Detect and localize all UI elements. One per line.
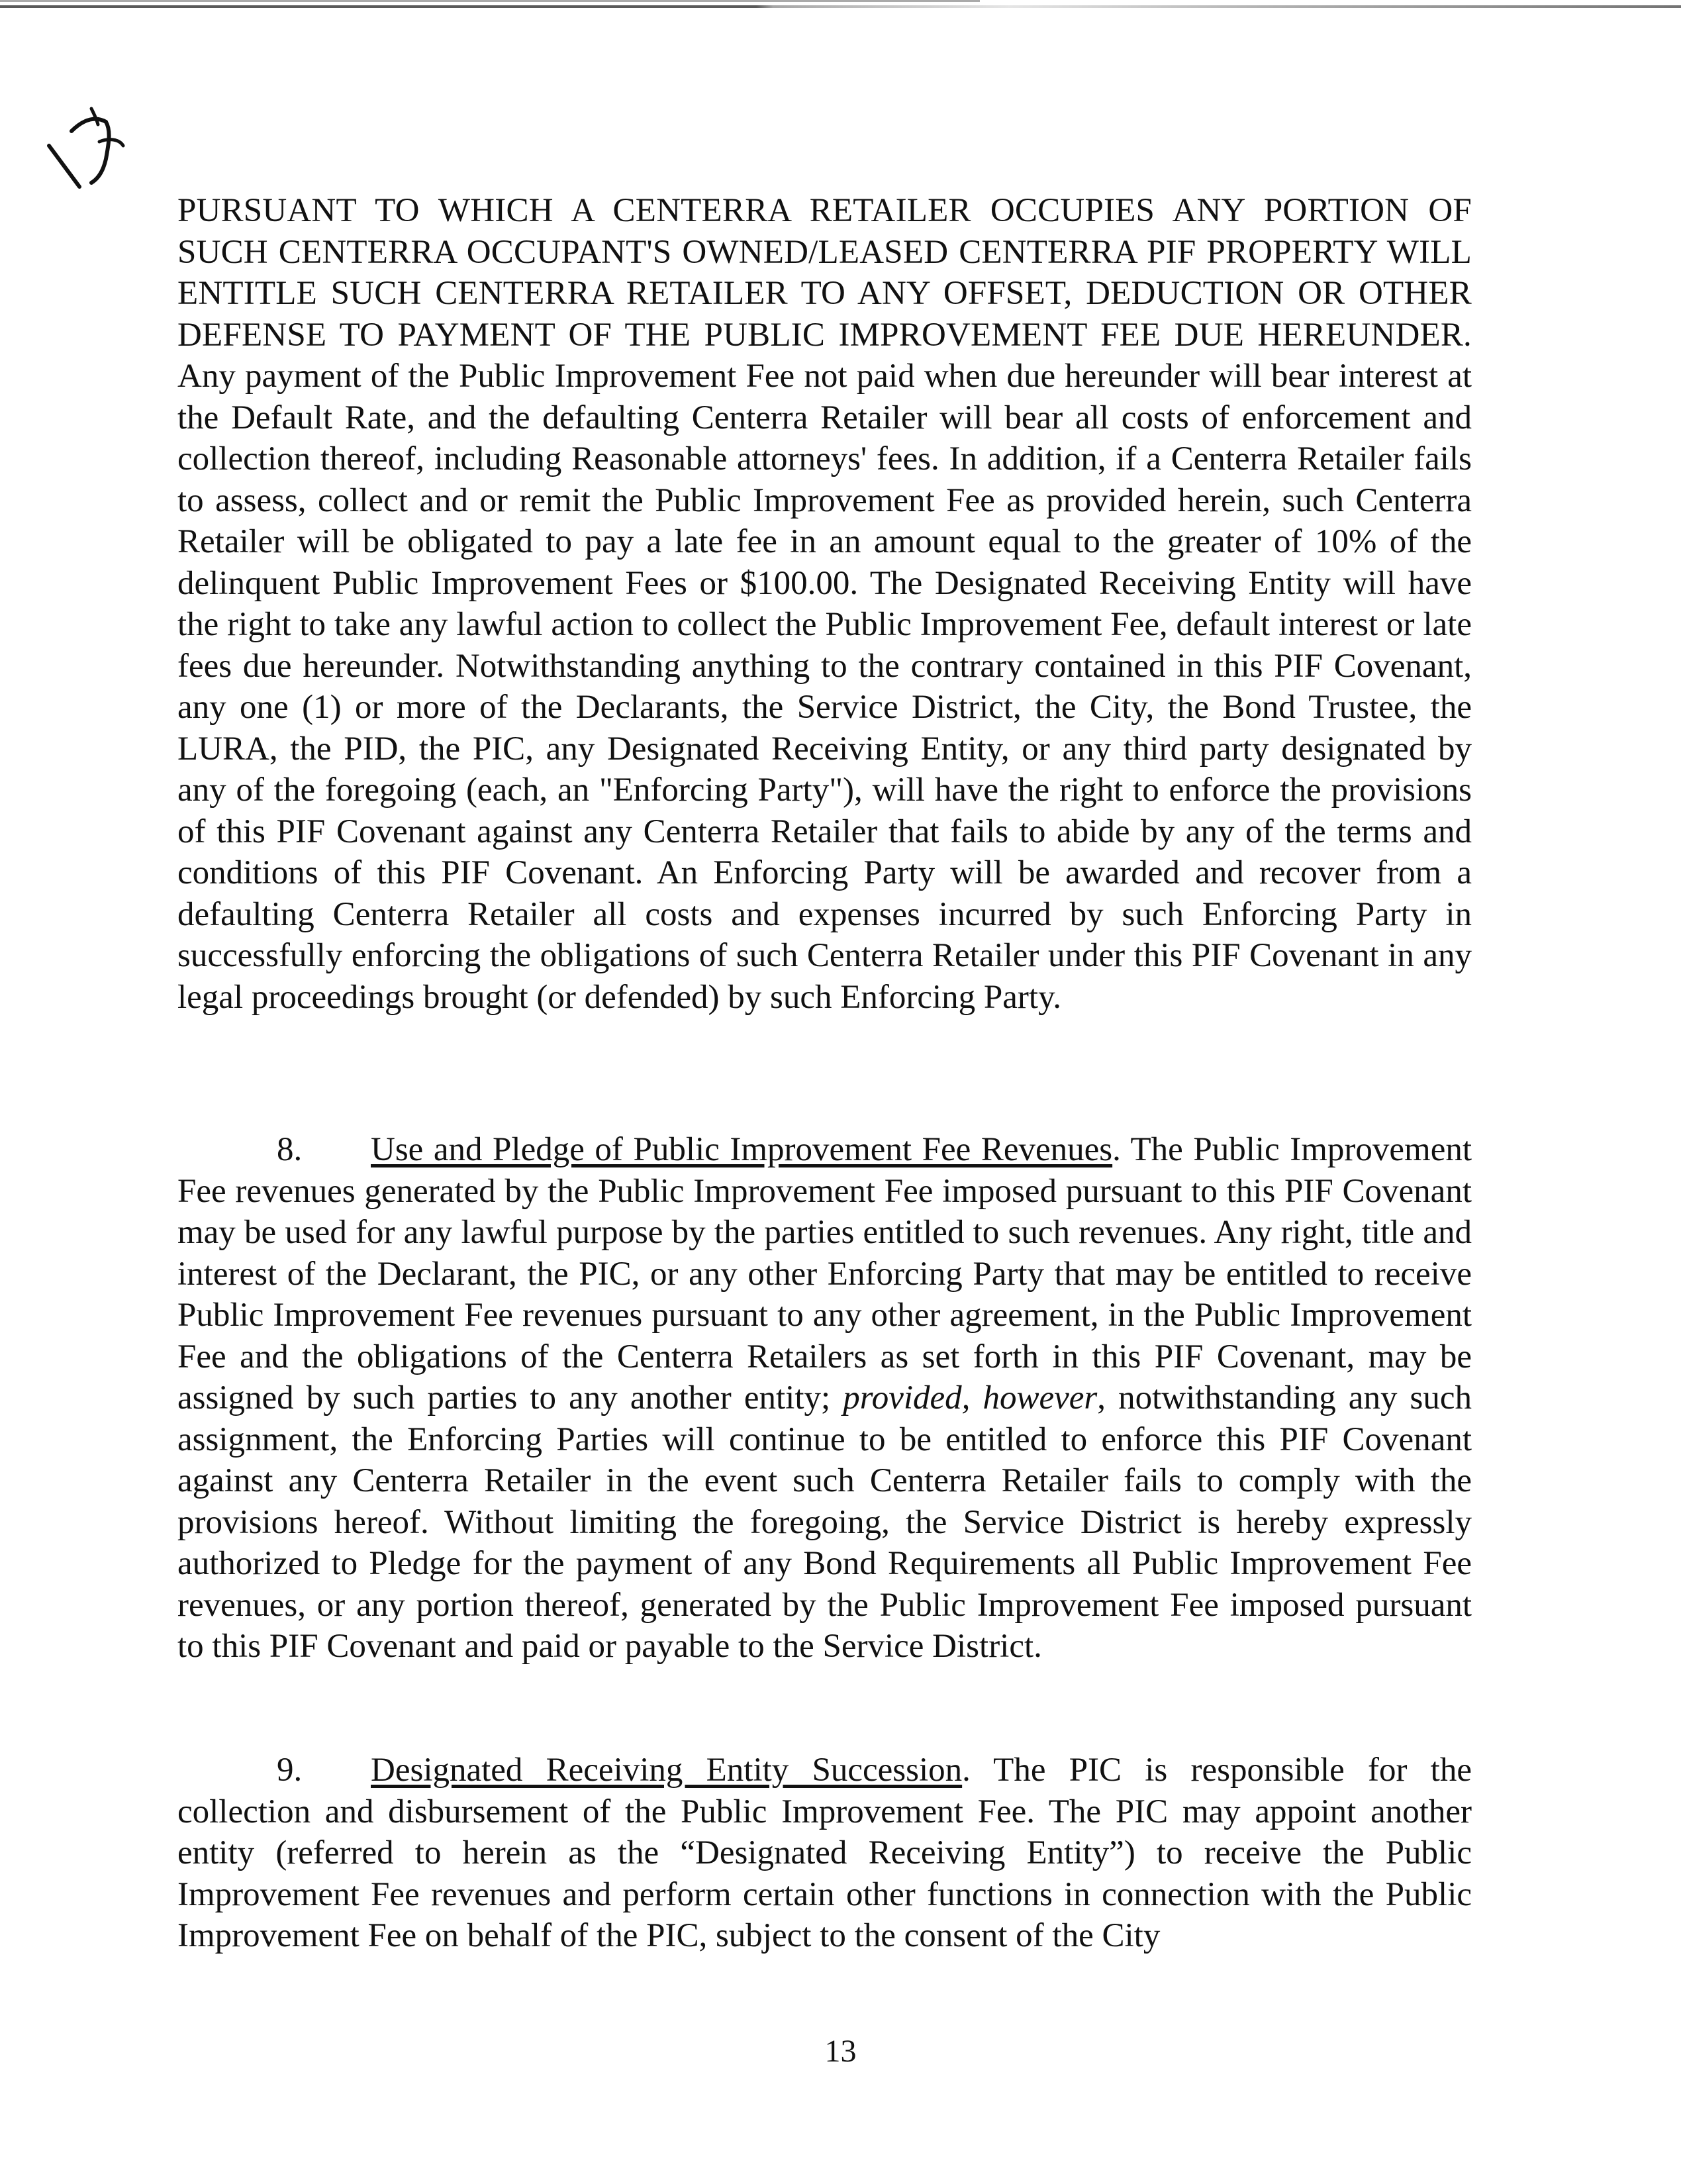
section-8-italic: provided, however xyxy=(843,1379,1098,1416)
scan-edge xyxy=(0,5,1681,8)
scan-edge-top xyxy=(0,0,980,2)
section-9-text xyxy=(177,1750,1472,1957)
section-8-body-end: , notwithstanding any such assignment, the Enforcing Parties will continue to be entitled to enforce this PIF Covenant against any Centerra Retailer in the event such Centerra Retailer fails to comply with the provisions hereof. Without limiting the foregoing, the Service District is hereby expressly authorized to Pledge for the payment of any Bond Requirements all Public Improvement Fee revenues, or any portion thereof, generated by the Public Improvement Fee imposed pursuant to this PIF Covenant and paid or payable to the Service District. xyxy=(177,1379,1472,1665)
section-9-body: The PIC is responsible for the collection and disbursement of the Public Improvement Fee. The PIC may appoint another entity (referred to herein as the “Designated Receiving Entity”) to receive the Public Improvement Fee revenues and perform certain other functions in connection with the Public Improvement Fee on behalf of the PIC, subject to the consent of the City xyxy=(177,1752,1472,1954)
section-8-text xyxy=(177,1129,1472,1667)
section-9 xyxy=(177,1750,1472,1957)
section-8-body-start: The Public Improvement Fee revenues generated by the Public Improvement Fee imposed pursuant to this PIF Covenant may be used for any lawful purpose by the parties entitled to such revenues. Any right, title and interest of the Declarant, the PIC, or any other Enforcing Party that may be entitled to receive Public Improvement Fee revenues pursuant to any other agreement, in the Public Improvement Fee and the obligations of the Centerra Retailers as set forth in this PIF Covenant, may be assigned by such parties to any another entity; xyxy=(177,1131,1472,1416)
section-8-heading-end: . xyxy=(1112,1131,1121,1168)
paragraph-body: Any payment of the Public Improvement Fee not paid when due hereunder will bear interest at the Default Rate, and the defaulting Centerra Retailer will bear all costs of enforcement and collection thereof, including Reasonable attorneys' fees. In addition, if a Centerra Retailer fails to assess, collect and or remit the Public Improvement Fee as provided herein, such Centerra Retailer will be obligated to pay a late fee in an amount equal to the greater of 10% of the delinquent Public Improvement Fees or $100.00. The Designated Receiving Entity will have the right to take any lawful action to collect the Public Improvement Fee, default interest or late fees due hereunder. Notwithstanding anything to the contrary contained in this PIF Covenant, any one (1) or more of the Declarants, the Service District, the City, the Bond Trustee, the LURA, the PID, the PIC, any Designated Receiving Entity, or any third party designated by any of the foregoing (each, an "Enforcing Party"), will have the right to enforce the provisions of this PIF Covenant against any Centerra Retailer that fails to abide by any of the terms and conditions of this PIF Covenant. An Enforcing Party will be awarded and recover from a defaulting Centerra Retailer all costs and expenses incurred by such Enforcing Party in successfully enforcing the obligations of such Centerra Retailer under this PIF Covenant in any legal proceedings brought (or defended) by such Enforcing Party. xyxy=(177,358,1472,1016)
capitalized-clause: PURSUANT TO WHICH A CENTERRA RETAILER OCCUPIES ANY PORTION OF SUCH CENTERRA OCCUPANT'S OWNED/LEASED CENTERRA PIF PROPERTY WILL ENTITLE SUCH CENTERRA RETAILER TO ANY OFFSET, DEDUCTION OR OTHER DEFENSE TO PAYMENT OF THE PUBLIC IMPROVEMENT FEE DUE HEREUNDER. xyxy=(177,192,1472,354)
section-9-heading-end: . xyxy=(962,1752,971,1789)
section-8 xyxy=(177,1129,1472,1667)
section-9-heading: Designated Receiving Entity Succession xyxy=(371,1752,963,1789)
section-9-number: 9. xyxy=(277,1752,303,1789)
handwritten-mark xyxy=(45,105,164,191)
section-8-number: 8. xyxy=(277,1131,303,1168)
page-number: 13 xyxy=(824,2034,857,2069)
section-8-heading: Use and Pledge of Public Improvement Fee Revenues xyxy=(371,1131,1113,1168)
paragraph-continuation xyxy=(177,190,1472,1018)
paragraph-text xyxy=(177,190,1472,1018)
